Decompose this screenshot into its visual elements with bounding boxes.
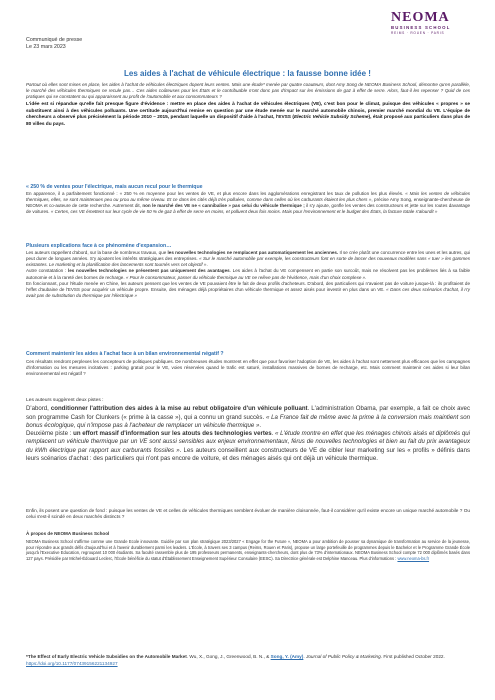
suggestions-intro: Les auteurs suggèrent deux pistes :: [26, 398, 104, 403]
doi-link[interactable]: https://doi.org/10.1177/07439156221134927: [26, 660, 118, 666]
logo-subtitle: BUSINESS SCHOOL: [391, 25, 451, 30]
intro-paragraph: Partout où elles sont mises en place, les aides à l'achat de véhicules électriques dopent leurs ventes. Mais une étude* menée par quatre coauteurs, dont Amy Song de NEOMA Business School, démontre qu'en parallèle, le marché des véhicules thermiques ne recule pas… Ces aides coûteuses pour les États et le contribuable n'ont donc pas d'impact sur les émissions de gaz à effet de serre. Alors, faut-il les repenser ? Quid de ces pratiques qui se constatent ou qui apparaissent au profit de l'automobile et aux consommateurs ?: [26, 82, 470, 100]
closing-question-paragraph: Enfin, ils posent une question de fond : puisque les ventes de VE et celles de véhicules thermiques semblent évoluer de manière cloisonnée, faut-il considérer qu'il existe encore un unique marché automobile ? Ou celui s'est-il scindé en deux marchés distincts ?: [26, 508, 470, 520]
website-link[interactable]: www.neoma-bs.fr: [397, 555, 430, 561]
section-heading-sales: « 250 % de ventes pour l'électrique, mais aucun recul pour le thermique: [26, 184, 203, 190]
logo-wordmark: NEOMA: [391, 10, 450, 25]
neoma-logo: [391, 11, 467, 36]
section-explanations-text: [26, 250, 470, 299]
author-link[interactable]: Song, Y. (Amy): [270, 654, 304, 659]
section-heading-maintain-aid: Comment maintenir les aides à l'achat face à un bilan environnemental négatif ?: [26, 351, 224, 357]
explanations-paragraph-3: En foncionnant, pour l'étude menée en Chine, les auteurs pensent que les ventes de VE pouvaient être le fait de deux profils d'acheteurs. D'abord, des particuliers qui n'avaient pas de voiture jusque-là : ils profitaient de l'effet d'aubaine de l'EVSS pour acquérir un véhicule propre. Ensuite, des ménages déjà propriétaires d'un véhicule thermique et assez aisés pour investir en plus dans un VE. « Dans ces deux scénarios d'achat, il n'y avait pas de substitution du thermique par l'électrique »: [26, 280, 470, 299]
explanations-paragraph-2: Autre constatation : les nouvelles technologies ne présentent pas uniquement des avantages. Les aides à l'achat du VE compensent en partie son surcoût, mais ne résolvent pas les problèmes liés à sa faible autonomie et à la rareté des bornes de recharge. « Pour le consommateur, passer du véhicule thermique au VE ne relève pas de l'évidence, mais d'un choix complexe ».: [26, 268, 471, 280]
page-title: Les aides à l'achat de véhicule électrique : la fausse bonne idée !: [124, 69, 371, 78]
press-release-label: Communiqué de presse: [26, 37, 83, 43]
about-heading: À propos de NEOMA Business School: [26, 531, 110, 536]
footnote: *The Effect of Early Electric Vehicle Subsidies on the Automobile Market. Wu, X., Gong, J., Greenwood, B. N., & Song, Y. (Amy). Journal of Public Policy & Marketing. First published October 2022. https://doi.org/10.1177/07439156221134927: [26, 654, 445, 666]
press-release-date: Le 23 mars 2023: [26, 44, 66, 50]
press-header: [26, 37, 82, 51]
section-sales-text: En apparence, il a parfaitement fonctionné : « 250 % en moyenne pour les ventes de VE, et plus encore dans les agglomérations enregistrant les taux de pollution les plus élevés. « Mais les ventes de véhicules thermiques, elles, se sont maintenues peu ou prou au même niveau. Et ce dans les cités déjà très polluées, comme dans celles où les carburants étaient les plus chers », précise Amy Song, enseignante-chercheuse de NEOMA et co-auteure de cette recherche. Autrement dit, non le marché des VE ne « cannibalise » pas celui du véhicule thermique ; il s'y ajoute, gonfle les ventes des constructeurs et jette sur les routes davantage de voitures. « Certes, ces VE émettent sur leur cycle de vie 50 % de gaz à effet de serre en moins, et polluent deux fois moins. Mais pour l'environnement et le budget des États, la facture totale s'alourdit »: [26, 191, 471, 215]
explanations-paragraph-1: Les auteurs rappellent d'abord, sur la base de nombreux travaux, que les nouvelles technologies ne remplacent pas automatiquement les anciennes. Il se crée plutôt une concurrence entre les unes et les autres, qui peut durer de longues années. S'y ajoutent les intérêts stratégiques des entreprises. « Sur le marché automobile par exemple, les constructeurs font en sorte de lancer des nouveaux modèles sans « tuer » les gammes existantes. Le marketing et la planification des lancements sont tournés vers cet objectif ».: [26, 250, 471, 268]
suggestions-block: [26, 397, 470, 463]
logo-tagline: REIMS · ROUEN · PARIS: [391, 31, 445, 35]
section-heading-explanations: Plusieurs explications face à ce phénomène d'expansion…: [26, 243, 172, 249]
lead-paragraph: L'idée est si répandue qu'elle fait presque figure d'évidence : mettre en place des aides à l'achat de véhicules électriques (VE), c'est bon pour le climat, puisque des véhicules « propres » se substituent ainsi à des véhicules polluants. Une certitude aujourd'hui remise en question par une étude menée sur le marché automobile chinois, premier marché mondial du VE. L'équipe de chercheurs a observé plus précisément la période 2010 – 2015, pendant laquelle un dispositif d'aide à l'achat, l'EVSS (Electric Vehicle Subsidy Scheme), était proposé aux particuliers dans plus de 80 villes du pays.: [26, 102, 470, 127]
about-text: NEOMA Business School s'affirme comme une Grande Ecole innovante. Guidée par son plan stratégique 2023/2027 « Engage for the Future », NEOMA a pour ambition de pousser sa dynamique de transformation au service de la jeunesse, pour répondre aux grands défis d'aujourd'hui et à l'avenir durablement parmi les leaders. L'École, à travers ses 3 campus (Reims, Rouen et Paris), propose un large portefeuille de programmes depuis le Bachelor et le Programme Grande École jusqu'à l'Executive Education, regroupant 10 000 étudiants. Sa faculté rassemble plus de 195 professeurs permanents, enseignants-chercheurs, dont plus de 73% d'internationaux. NEOMA Business School compte 72 000 diplômés basés dans 127 pays. Présidée par Michel-Édouard Leclerc, l'École bénéficie du statut d'Établissement Enseignement Supérieur Consulaire (EESC). Sa Directrice générale est Delphine Manceau. Plus d'informations : www.neoma-bs.fr: [26, 539, 470, 561]
suggestion-one: D'abord, conditionner l'attribution des aides à la mise au rebut obligatoire d'un véhicule polluant. L'administration Obama, par exemple, a fait ce choix avec son programme Cash for Clunkers (« prime à la casse »), qui a connu un grand succès. « La France fait de même avec la prime à la conversion mais maintient son bonus écologique, qui n'impose pas à l'acheteur de remplacer un véhicule thermique ».: [26, 405, 471, 429]
section-maintain-aid-text: Ces résultats rendront perplexes les concepteurs de politiques publiques. De nombreuses études montrent en effet que pour favoriser l'adoption de VE, les aides à l'achat sont nettement plus efficaces que les campagnes d'information ou les mesures incitatives : parking gratuit pour le VE, voies réservées quand le trafic est saturé, installations massives de bornes de recharge, etc. Mais comment maintenir ces aides si leur bilan environnemental est négatif ?: [26, 359, 470, 377]
suggestion-two: Deuxième piste : un effort massif d'information sur les atouts des technologies vertes. « L'étude montre en effet que les ménages chinois aisés et diplômés qui remplacent un véhicule thermique par un VE sont aussi sensibles aux enjeux environnementaux, férus de nouvelles technologies et bien au fait du prix avantageux du kWh électrique par rapport aux carburants fossiles ». Les auteurs conseillent aux constructeurs de VE de cibler leur marketing sur les « profils » définis dans leurs scénarios d'achat : des particuliers qui n'ont pas encore de voiture, et des ménages aisés qui ont déjà un véhicule thermique.: [26, 430, 471, 463]
